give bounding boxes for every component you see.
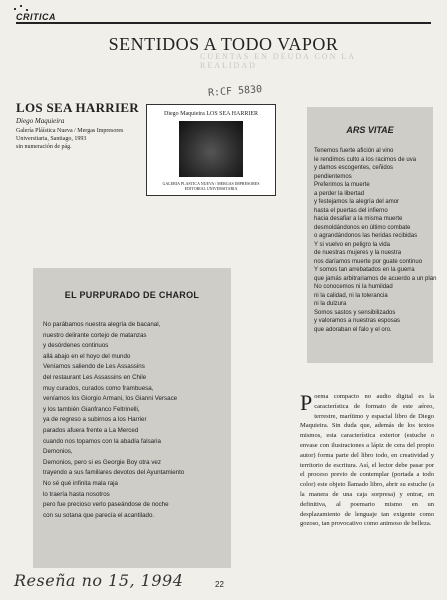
book-cover [146,104,276,196]
handwritten-footer-note: Reseña no 15, 1994 [14,571,184,590]
poem-line: No conocemos ni la humildad [314,284,393,290]
poem-line: Somos sastos y sensibilizados [314,309,396,316]
poem-line: y valoramos a nuestras esposas [314,318,401,324]
book-publisher: Galería Pláística Nueva / Mergas Impresores [16,128,124,134]
poem-line: nuestro delirante cortejo de matanzas [43,331,147,339]
purpurado-box [33,268,231,568]
cover-illustration [179,121,243,177]
poem-line: del restaurant Les Assassins en Chile [43,373,147,381]
review-text: oema compacto no audio digital es la característica de formato de este aéreo, terrestre, marítimo y espacial libro de Diego Maquieira. Sin duda que, además de los textos mismos, esta característica exterior (estuche o envase con ilustraciones a lápiz de cera del propio autor) forma parte del libro todo, en creatividad y territorio de escritura. Así, el lector debe pasar por el proceso previo de contemplar (portada a todo color) este objeto llamado libro, abrir su estuche (a la manera de una caja sorpresa) y entrar, en definitiva, al poemario mismo en un desplazamiento de lenguaje tan exigente como gozoso, tan provocativo como animoso de belleza. [300,393,434,528]
poem-line: ni la calidad, ni la tolerancia [314,292,388,299]
poem-line: desmoldándonos en último combate [314,224,411,231]
section-divider [16,22,431,24]
book-title: LOS SEA HARRIER [16,100,139,115]
ars-vitae-box [307,107,437,363]
poem-line: y los también Gianfranco Feltrinelli, [43,405,140,413]
poem-line: Preferimos la muerte [314,182,370,188]
poem-line: le rendimos culto a los racimos de uva [314,156,417,163]
poem-line: a perder la libertad [314,190,365,197]
poem-line: parados afuera frente a La Merced [43,426,139,434]
book-place-year: Universitaria, Santiago, 1993 [16,136,87,142]
poem-line: ya de regreso a subirnos a los Harrier [43,416,147,424]
poem-line: allá abajo en el hoyo del mundo [43,352,131,360]
poem-line: hasta el puertas del infierno [314,207,388,214]
poem-line: con su sotana que parecía el acantilado. [43,511,155,519]
poem-line: y desórdenes continuos [43,342,109,350]
cover-label: Diego Maquieira LOS SEA HARRIER [164,111,258,117]
cover-publisher-line: GALERIA PLASTICA NUEVA / MERGAS IMPRESORES EDITORIAL UNIVERSITARIA [162,181,260,191]
poem-line: que jamás arbitrariamos de acuerdo a un plan [314,275,437,282]
poem-line: No sé qué infinita mala raja [43,479,118,487]
ars-vitae-poem [314,147,437,334]
page-title: SENTIDOS A TODO VAPOR [108,34,339,54]
ars-vitae-heading: ARS VITAE [346,125,394,135]
poem-line: trayendo a sus familiares devotos del Ayuntamiento [43,469,185,477]
poem-line: que adoraban el falo y el oro. [314,326,392,333]
poem-line: muy curados, curados como frambuesa, [43,384,154,392]
review-body [300,392,434,529]
poem-line: pero fue precioso verlo paseándose de noche [43,501,169,509]
poem-line: y damos escogentes, ceñidos [314,165,394,171]
poem-line: o agrandándonos las heridas recibidas [314,233,418,239]
poem-line: hacia desafiar a la misma muerte [314,216,403,222]
poem-line: de nuestras mujeres y la nuestra [314,250,402,256]
poem-line: Demonios, [43,448,73,456]
review-dropcap: P [300,390,313,415]
poem-line: ni la dulzura [314,301,347,307]
poem-line: Y si vuelvo en peligro la vida [314,241,390,248]
page-number: 22 [215,580,224,589]
book-pagination: sin numeración de pág. [16,144,72,150]
poem-line: lo traería hasta nosotros [43,490,110,498]
section-label: CRITICA [16,12,56,22]
poem-line: Demonios, pero si es Georgie Boy otra vez [43,458,161,466]
poem-line: y festejamos la alegría del amor [314,199,400,205]
poem-line: pendientemos [314,173,352,180]
poem-line: veníamos los Giorgio Armani, los Gianni Versace [43,395,178,403]
show-through-text: CUENTAS EN DEUDA CON LA REALIDAD [200,52,356,70]
purpurado-heading: EL PURPURADO DE CHAROL [64,290,200,300]
handwritten-catalog-code: R:CF 5830 [207,84,263,99]
poem-line: nos daríamos muerte por guate continuo [314,258,423,265]
poem-line: Tenemos fuerte afición al vino [314,148,394,154]
book-author: Diego Maquieira [16,117,65,125]
purpurado-poem [43,320,229,521]
poem-line: Y somos tan arrebatados en la guerra [314,267,415,273]
poem-line: No parábamos nuestra alegría de bacanal, [43,321,161,328]
poem-line: cuando nos topamos con la abadía falsaria [43,437,161,445]
poem-line: Veníamos saliendo de Les Assassins [43,363,145,371]
